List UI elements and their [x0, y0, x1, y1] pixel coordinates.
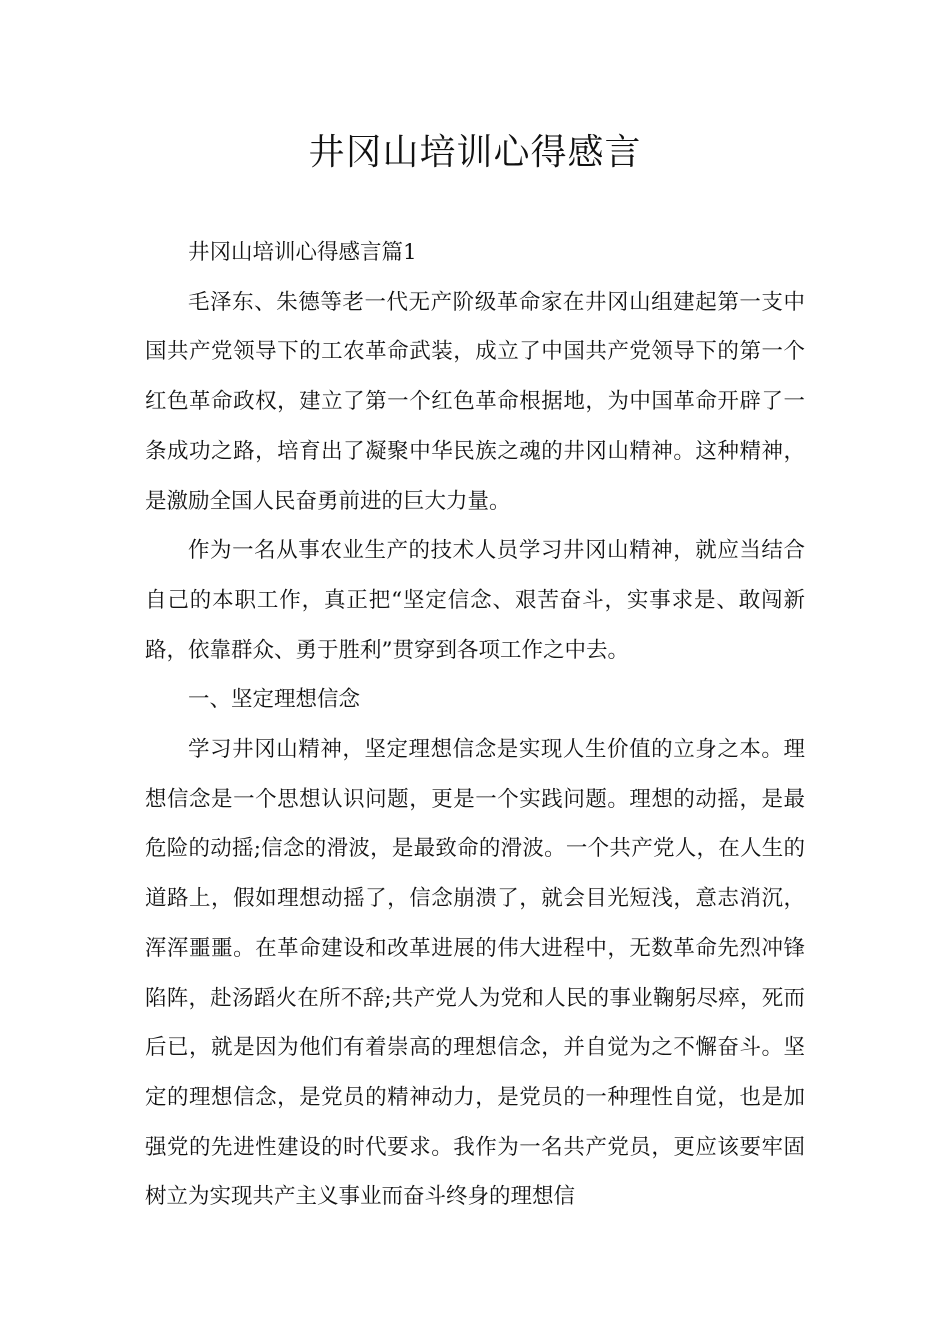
section-heading: 一、坚定理想信念 — [188, 687, 361, 713]
paragraph: 作为一名从事农业生产的技术人员学习井冈山精神，就应当结合自己的本职工作，真正把“坚定信念、艰苦奋斗，实事求是、敢闯新路，依靠群众、勇于胜利”贯穿到各项工作之中去。 — [145, 538, 805, 663]
paragraph: 毛泽东、朱德等老一代无产阶级革命家在井冈山组建起第一支中国共产党领导下的工农革命武装，成立了中国共产党领导下的第一个红色革命政权，建立了第一个红色革命根据地，为中国革命开辟了一条成功之路，培育出了凝聚中华民族之魂的井冈山精神。这种精神，是激励全国人民奋勇前进的巨大力量。 — [145, 289, 805, 514]
document-body — [145, 228, 805, 1222]
section-heading: 井冈山培训心得感言篇1 — [188, 240, 417, 265]
paragraph: 学习井冈山精神，坚定理想信念是实现人生价值的立身之本。理想信念是一个思想认识问题，更是一个实践问题。理想的动摇，是最危险的动摇;信念的滑波，是最致命的滑波。一个共产党人，在人生的道路上，假如理想动摇了，信念崩溃了，就会目光短浅，意志消沉，浑浑噩噩。在革命建设和改革进展的伟大进程中，无数革命先烈冲锋陷阵，赴汤蹈火在所不辞;共产党人为党和人民的事业鞠躬尽瘁，死而后已，就是因为他们有着崇高的理想信念，并自觉为之不懈奋斗。坚定的理想信念，是党员的精神动力，是党员的一种理性自觉，也是加强党的先进性建设的时代要求。我作为一名共产党员，更应该要牢固树立为实现共产主义事业而奋斗终身的理想信 — [145, 737, 805, 1210]
document-title: 井冈山培训心得感言 — [308, 132, 642, 173]
